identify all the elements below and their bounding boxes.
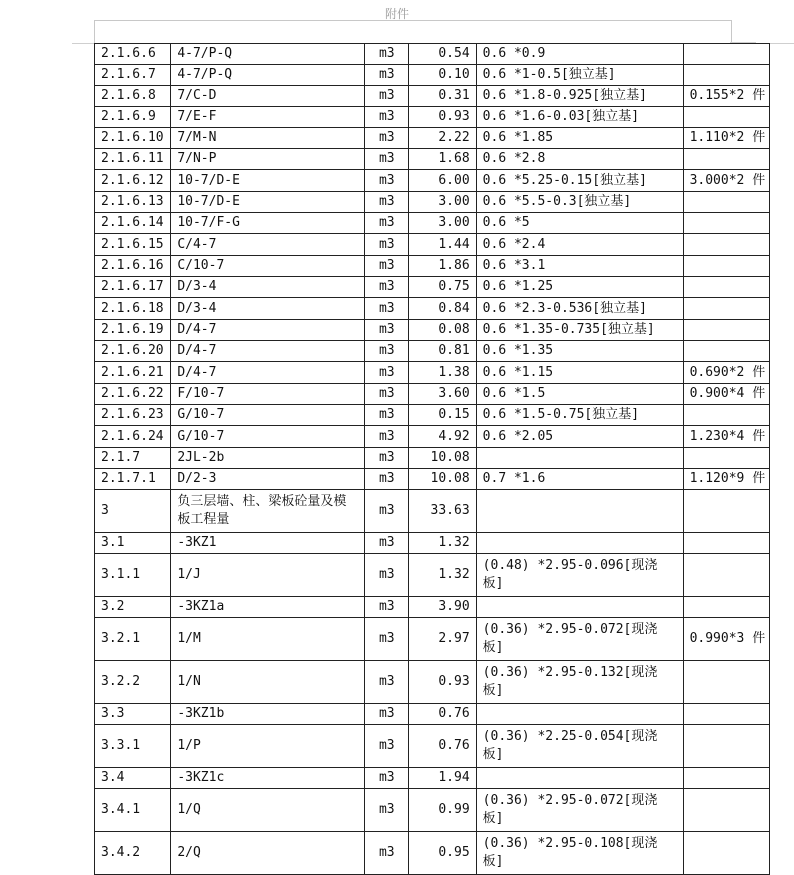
cell-unit: m3	[365, 86, 409, 107]
cell-note	[683, 320, 769, 341]
cell-formula: 0.6 *0.9	[476, 44, 683, 65]
cell-formula: 0.6 *1-0.5[独立基]	[476, 65, 683, 86]
cell-quantity: 0.75	[409, 277, 476, 298]
cell-note	[683, 44, 769, 65]
cell-item-no: 2.1.7.1	[95, 469, 171, 490]
cell-unit: m3	[365, 768, 409, 789]
cell-quantity: 2.22	[409, 128, 476, 149]
cell-item-no: 2.1.6.8	[95, 86, 171, 107]
table-row	[95, 44, 770, 65]
cell-unit: m3	[365, 170, 409, 192]
cell-quantity: 0.81	[409, 341, 476, 362]
cell-formula: (0.36) *2.95-0.072[现浇板]	[476, 789, 683, 832]
cell-quantity: 0.93	[409, 661, 476, 704]
cell-formula: (0.36) *2.95-0.072[现浇板]	[476, 618, 683, 661]
cell-item-no: 2.1.6.23	[95, 405, 171, 426]
table-row	[95, 768, 770, 789]
cell-quantity: 0.54	[409, 44, 476, 65]
cell-unit: m3	[365, 490, 409, 533]
cell-item-no: 3	[95, 490, 171, 533]
table-row	[95, 170, 770, 192]
quantity-table-body	[95, 44, 770, 875]
cell-unit: m3	[365, 704, 409, 725]
cell-formula: 0.6 *1.25	[476, 277, 683, 298]
cell-note	[683, 597, 769, 618]
cell-item-no: 3.4.1	[95, 789, 171, 832]
cell-item-no: 2.1.6.20	[95, 341, 171, 362]
cell-unit: m3	[365, 618, 409, 661]
cell-location: D/4-7	[171, 362, 365, 384]
cell-location: 4-7/P-Q	[171, 44, 365, 65]
table-row	[95, 405, 770, 426]
cell-formula: 0.6 *1.35-0.735[独立基]	[476, 320, 683, 341]
cell-location: 负三层墙、柱、梁板砼量及模板工程量	[171, 490, 365, 533]
cell-location: 4-7/P-Q	[171, 65, 365, 86]
cell-quantity: 1.38	[409, 362, 476, 384]
cell-quantity: 10.08	[409, 469, 476, 490]
table-row	[95, 384, 770, 405]
cell-note	[683, 277, 769, 298]
cell-formula	[476, 768, 683, 789]
cell-formula	[476, 597, 683, 618]
cell-note: 1.110*2 件	[683, 128, 769, 149]
table-row	[95, 597, 770, 618]
table-row	[95, 490, 770, 533]
cell-item-no: 2.1.6.12	[95, 170, 171, 192]
cell-location: 7/E-F	[171, 107, 365, 128]
cell-item-no: 3.4.2	[95, 832, 171, 875]
cell-location: 7/M-N	[171, 128, 365, 149]
cell-note	[683, 768, 769, 789]
cell-item-no: 2.1.6.6	[95, 44, 171, 65]
cell-note	[683, 213, 769, 234]
cell-location: 1/P	[171, 725, 365, 768]
table-row	[95, 320, 770, 341]
cell-unit: m3	[365, 832, 409, 875]
cell-formula	[476, 448, 683, 469]
cell-location: D/4-7	[171, 320, 365, 341]
cell-item-no: 2.1.6.13	[95, 192, 171, 213]
cell-unit: m3	[365, 298, 409, 320]
cell-location: 7/C-D	[171, 86, 365, 107]
cell-location: 2/Q	[171, 832, 365, 875]
cell-unit: m3	[365, 384, 409, 405]
table-row	[95, 192, 770, 213]
cell-unit: m3	[365, 128, 409, 149]
cell-formula	[476, 490, 683, 533]
cell-quantity: 0.95	[409, 832, 476, 875]
cell-item-no: 3.1	[95, 533, 171, 554]
cell-note	[683, 832, 769, 875]
cell-formula: (0.36) *2.95-0.132[现浇板]	[476, 661, 683, 704]
cell-unit: m3	[365, 554, 409, 597]
cell-item-no: 2.1.6.17	[95, 277, 171, 298]
cell-quantity: 0.99	[409, 789, 476, 832]
cell-note: 3.000*2 件	[683, 170, 769, 192]
cell-quantity: 6.00	[409, 170, 476, 192]
cell-location: -3KZ1b	[171, 704, 365, 725]
cell-note	[683, 661, 769, 704]
cell-formula: 0.6 *2.05	[476, 426, 683, 448]
table-row	[95, 426, 770, 448]
cell-formula: 0.6 *1.15	[476, 362, 683, 384]
cell-note	[683, 107, 769, 128]
cell-item-no: 2.1.6.21	[95, 362, 171, 384]
cell-unit: m3	[365, 448, 409, 469]
cell-unit: m3	[365, 320, 409, 341]
cell-location: 10-7/F-G	[171, 213, 365, 234]
cell-formula: 0.6 *1.35	[476, 341, 683, 362]
cell-item-no: 3.2.1	[95, 618, 171, 661]
cell-note	[683, 448, 769, 469]
cell-item-no: 3.3.1	[95, 725, 171, 768]
cell-location: -3KZ1c	[171, 768, 365, 789]
cell-formula: 0.6 *2.3-0.536[独立基]	[476, 298, 683, 320]
cell-formula: 0.7 *1.6	[476, 469, 683, 490]
cell-location: G/10-7	[171, 426, 365, 448]
cell-location: 1/Q	[171, 789, 365, 832]
cell-note: 1.230*4 件	[683, 426, 769, 448]
cell-note	[683, 192, 769, 213]
cell-note	[683, 490, 769, 533]
cell-formula: 0.6 *2.8	[476, 149, 683, 170]
cell-item-no: 2.1.6.11	[95, 149, 171, 170]
cell-note	[683, 298, 769, 320]
cell-note	[683, 65, 769, 86]
cell-quantity: 0.76	[409, 725, 476, 768]
table-row	[95, 298, 770, 320]
cell-location: D/3-4	[171, 277, 365, 298]
table-row	[95, 86, 770, 107]
cell-note: 0.155*2 件	[683, 86, 769, 107]
cell-note	[683, 725, 769, 768]
page-header-title: 附件	[384, 7, 409, 21]
cell-quantity: 1.86	[409, 256, 476, 277]
cell-unit: m3	[365, 725, 409, 768]
cell-formula: 0.6 *1.6-0.03[独立基]	[476, 107, 683, 128]
cell-item-no: 2.1.6.14	[95, 213, 171, 234]
table-row	[95, 704, 770, 725]
table-row	[95, 234, 770, 256]
table-row	[95, 213, 770, 234]
cell-unit: m3	[365, 426, 409, 448]
cell-item-no: 2.1.6.15	[95, 234, 171, 256]
cell-quantity: 0.76	[409, 704, 476, 725]
cell-quantity: 3.60	[409, 384, 476, 405]
cell-quantity: 1.32	[409, 554, 476, 597]
cell-unit: m3	[365, 405, 409, 426]
table-row	[95, 533, 770, 554]
cell-item-no: 3.4	[95, 768, 171, 789]
cell-unit: m3	[365, 277, 409, 298]
cell-formula: 0.6 *2.4	[476, 234, 683, 256]
table-row	[95, 341, 770, 362]
cell-unit: m3	[365, 341, 409, 362]
cell-formula: (0.36) *2.95-0.108[现浇板]	[476, 832, 683, 875]
cell-formula: 0.6 *5.5-0.3[独立基]	[476, 192, 683, 213]
cell-quantity: 3.00	[409, 213, 476, 234]
table-row	[95, 469, 770, 490]
header-margin-box	[94, 20, 732, 43]
table-row	[95, 362, 770, 384]
cell-item-no: 2.1.6.10	[95, 128, 171, 149]
table-row	[95, 256, 770, 277]
cell-quantity: 2.97	[409, 618, 476, 661]
cell-location: F/10-7	[171, 384, 365, 405]
cell-note	[683, 341, 769, 362]
cell-unit: m3	[365, 192, 409, 213]
cell-unit: m3	[365, 256, 409, 277]
quantity-table	[94, 43, 770, 875]
cell-item-no: 2.1.6.18	[95, 298, 171, 320]
cell-note: 0.990*3 件	[683, 618, 769, 661]
cell-unit: m3	[365, 362, 409, 384]
cell-location: 10-7/D-E	[171, 170, 365, 192]
cell-unit: m3	[365, 149, 409, 170]
table-row	[95, 661, 770, 704]
cell-location: D/2-3	[171, 469, 365, 490]
cell-location: 1/N	[171, 661, 365, 704]
cell-note	[683, 256, 769, 277]
cell-unit: m3	[365, 661, 409, 704]
cell-location: G/10-7	[171, 405, 365, 426]
cell-formula: 0.6 *3.1	[476, 256, 683, 277]
cell-item-no: 3.1.1	[95, 554, 171, 597]
cell-location: 2JL-2b	[171, 448, 365, 469]
cell-quantity: 0.84	[409, 298, 476, 320]
table-row	[95, 277, 770, 298]
cell-quantity: 0.08	[409, 320, 476, 341]
table-row	[95, 832, 770, 875]
cell-formula	[476, 533, 683, 554]
table-row	[95, 618, 770, 661]
cell-unit: m3	[365, 65, 409, 86]
cell-quantity: 1.44	[409, 234, 476, 256]
table-row	[95, 107, 770, 128]
cell-quantity: 1.32	[409, 533, 476, 554]
cell-quantity: 3.00	[409, 192, 476, 213]
cell-location: 1/J	[171, 554, 365, 597]
cell-unit: m3	[365, 533, 409, 554]
table-row	[95, 725, 770, 768]
cell-quantity: 0.10	[409, 65, 476, 86]
cell-item-no: 2.1.6.19	[95, 320, 171, 341]
cell-item-no: 2.1.6.24	[95, 426, 171, 448]
cell-formula: (0.48) *2.95-0.096[现浇板]	[476, 554, 683, 597]
cell-formula: 0.6 *1.85	[476, 128, 683, 149]
table-row	[95, 65, 770, 86]
cell-formula: 0.6 *5.25-0.15[独立基]	[476, 170, 683, 192]
cell-note: 0.690*2 件	[683, 362, 769, 384]
cell-note	[683, 405, 769, 426]
cell-location: C/10-7	[171, 256, 365, 277]
cell-quantity: 4.92	[409, 426, 476, 448]
cell-unit: m3	[365, 213, 409, 234]
table-row	[95, 554, 770, 597]
cell-location: 10-7/D-E	[171, 192, 365, 213]
cell-quantity: 0.93	[409, 107, 476, 128]
cell-unit: m3	[365, 469, 409, 490]
cell-quantity: 0.31	[409, 86, 476, 107]
cell-note	[683, 533, 769, 554]
cell-location: D/4-7	[171, 341, 365, 362]
cell-quantity: 33.63	[409, 490, 476, 533]
cell-item-no: 3.3	[95, 704, 171, 725]
cell-note	[683, 789, 769, 832]
table-row	[95, 448, 770, 469]
cell-location: -3KZ1a	[171, 597, 365, 618]
cell-item-no: 2.1.6.22	[95, 384, 171, 405]
cell-item-no: 2.1.7	[95, 448, 171, 469]
cell-note	[683, 554, 769, 597]
cell-item-no: 2.1.6.7	[95, 65, 171, 86]
cell-location: D/3-4	[171, 298, 365, 320]
cell-unit: m3	[365, 234, 409, 256]
cell-note	[683, 149, 769, 170]
cell-formula: (0.36) *2.25-0.054[现浇板]	[476, 725, 683, 768]
cell-unit: m3	[365, 107, 409, 128]
cell-item-no: 3.2	[95, 597, 171, 618]
table-row	[95, 128, 770, 149]
cell-quantity: 1.94	[409, 768, 476, 789]
cell-note	[683, 704, 769, 725]
cell-location: -3KZ1	[171, 533, 365, 554]
cell-formula: 0.6 *5	[476, 213, 683, 234]
cell-unit: m3	[365, 44, 409, 65]
cell-item-no: 2.1.6.9	[95, 107, 171, 128]
cell-quantity: 0.15	[409, 405, 476, 426]
cell-quantity: 1.68	[409, 149, 476, 170]
cell-unit: m3	[365, 789, 409, 832]
cell-item-no: 2.1.6.16	[95, 256, 171, 277]
cell-location: 1/M	[171, 618, 365, 661]
cell-location: 7/N-P	[171, 149, 365, 170]
cell-item-no: 3.2.2	[95, 661, 171, 704]
cell-location: C/4-7	[171, 234, 365, 256]
cell-note	[683, 234, 769, 256]
cell-formula: 0.6 *1.8-0.925[独立基]	[476, 86, 683, 107]
cell-unit: m3	[365, 597, 409, 618]
cell-formula: 0.6 *1.5-0.75[独立基]	[476, 405, 683, 426]
cell-quantity: 10.08	[409, 448, 476, 469]
table-row	[95, 789, 770, 832]
cell-formula	[476, 704, 683, 725]
table-row	[95, 149, 770, 170]
cell-note: 0.900*4 件	[683, 384, 769, 405]
cell-quantity: 3.90	[409, 597, 476, 618]
cell-formula: 0.6 *1.5	[476, 384, 683, 405]
cell-note: 1.120*9 件	[683, 469, 769, 490]
